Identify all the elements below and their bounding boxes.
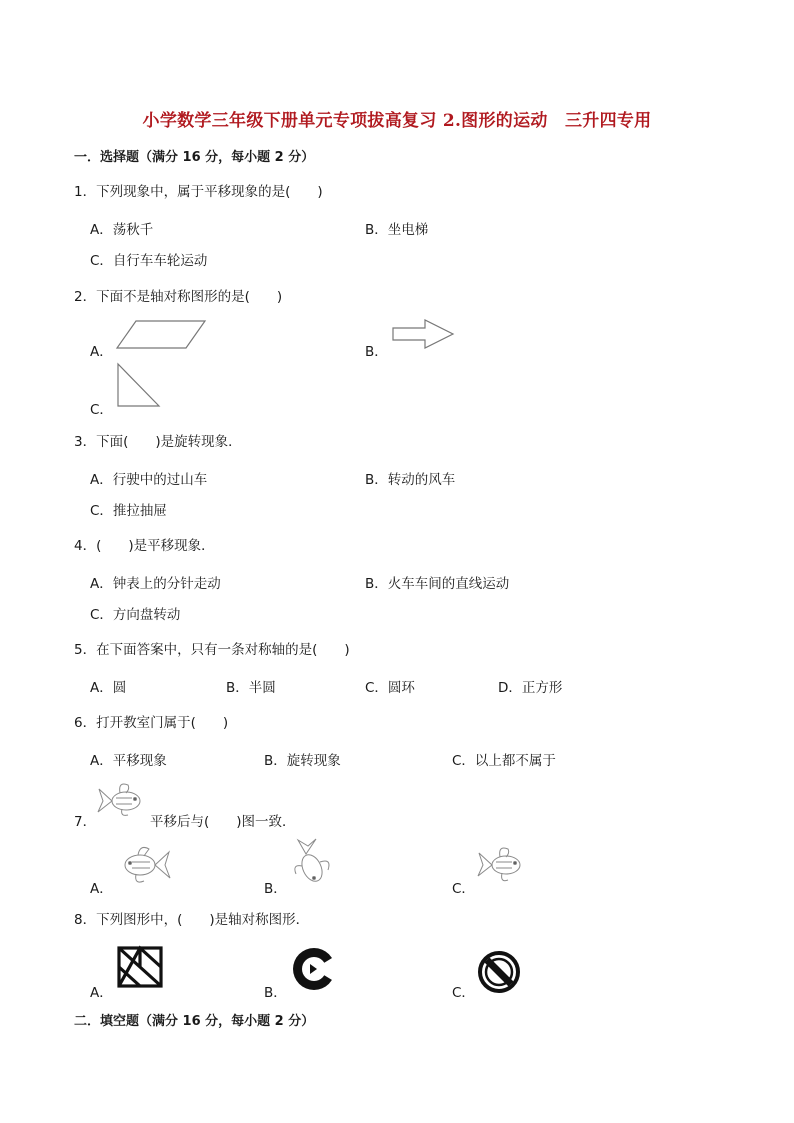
question-6-option-b[interactable]: B．旋转现象	[264, 753, 341, 769]
question-3-option-c[interactable]: C．推拉抽屉	[90, 503, 167, 519]
question-4-option-a[interactable]: A．钟表上的分针走动	[90, 576, 221, 592]
question-7-option-a[interactable]: A．	[90, 881, 113, 897]
section-heading-choice: 一．选择题（满分 16 分，每小题 2 分）	[74, 150, 315, 165]
goldfish-original-icon	[96, 779, 148, 821]
goldfish-option-a-icon	[116, 843, 172, 889]
question-2-option-b[interactable]: B．	[365, 344, 388, 360]
question-6-stem: 6．打开教室门属于( )	[74, 715, 229, 731]
question-2-option-c[interactable]: C．	[90, 402, 113, 418]
question-1-option-b[interactable]: B．坐电梯	[365, 222, 429, 238]
right-triangle-shape	[117, 363, 162, 409]
parallelogram-shape	[116, 320, 208, 350]
question-5-option-a[interactable]: A．圆	[90, 680, 127, 696]
question-8-option-c[interactable]: C．	[452, 985, 475, 1001]
question-8-option-a[interactable]: A．	[90, 985, 113, 1001]
question-5-stem: 5．在下面答案中，只有一条对称轴的是( )	[74, 642, 350, 658]
question-7-stem: 平移后与( )图一致．	[150, 814, 296, 830]
tangram-logo-icon	[117, 946, 163, 988]
question-3-option-b[interactable]: B．转动的风车	[365, 472, 456, 488]
question-5-option-b[interactable]: B．半圆	[226, 680, 276, 696]
question-1-stem: 1．下列现象中，属于平移现象的是( )	[74, 184, 323, 200]
page-title: 小学数学三年级下册单元专项拔高复习 2.图形的运动 三升四专用	[142, 111, 652, 131]
question-5-option-c[interactable]: C．圆环	[365, 680, 415, 696]
question-3-option-a[interactable]: A．行驶中的过山车	[90, 472, 208, 488]
question-5-option-d[interactable]: D．正方形	[498, 680, 563, 696]
question-3-stem: 3．下面( )是旋转现象．	[74, 434, 242, 450]
section-heading-fill-blank: 二．填空题（满分 16 分，每小题 2 分）	[74, 1014, 315, 1029]
arrow-shape	[392, 319, 456, 351]
question-4-option-b[interactable]: B．火车车间的直线运动	[365, 576, 510, 592]
question-1-option-c[interactable]: C．自行车车轮运动	[90, 253, 208, 269]
question-4-option-c[interactable]: C．方向盘转动	[90, 607, 181, 623]
question-6-option-c[interactable]: C．以上都不属于	[452, 753, 556, 769]
question-7-option-b[interactable]: B．	[264, 881, 287, 897]
question-8-option-b[interactable]: B．	[264, 985, 287, 1001]
question-4-stem: 4．( )是平移现象．	[74, 538, 215, 554]
goldfish-option-c-icon	[476, 843, 530, 889]
question-2-stem: 2．下面不是轴对称图形的是( )	[74, 289, 283, 305]
question-8-stem: 8．下列图形中，( )是轴对称图形．	[74, 912, 310, 928]
goldfish-option-b-icon	[290, 838, 336, 890]
question-7-option-c[interactable]: C．	[452, 881, 475, 897]
question-2-option-a[interactable]: A．	[90, 344, 113, 360]
prohibition-sign-icon	[476, 951, 522, 993]
question-7-number: 7．	[74, 814, 97, 830]
question-6-option-a[interactable]: A．平移现象	[90, 753, 167, 769]
bank-logo-icon	[290, 947, 338, 991]
question-1-option-a[interactable]: A．荡秋千	[90, 222, 154, 238]
